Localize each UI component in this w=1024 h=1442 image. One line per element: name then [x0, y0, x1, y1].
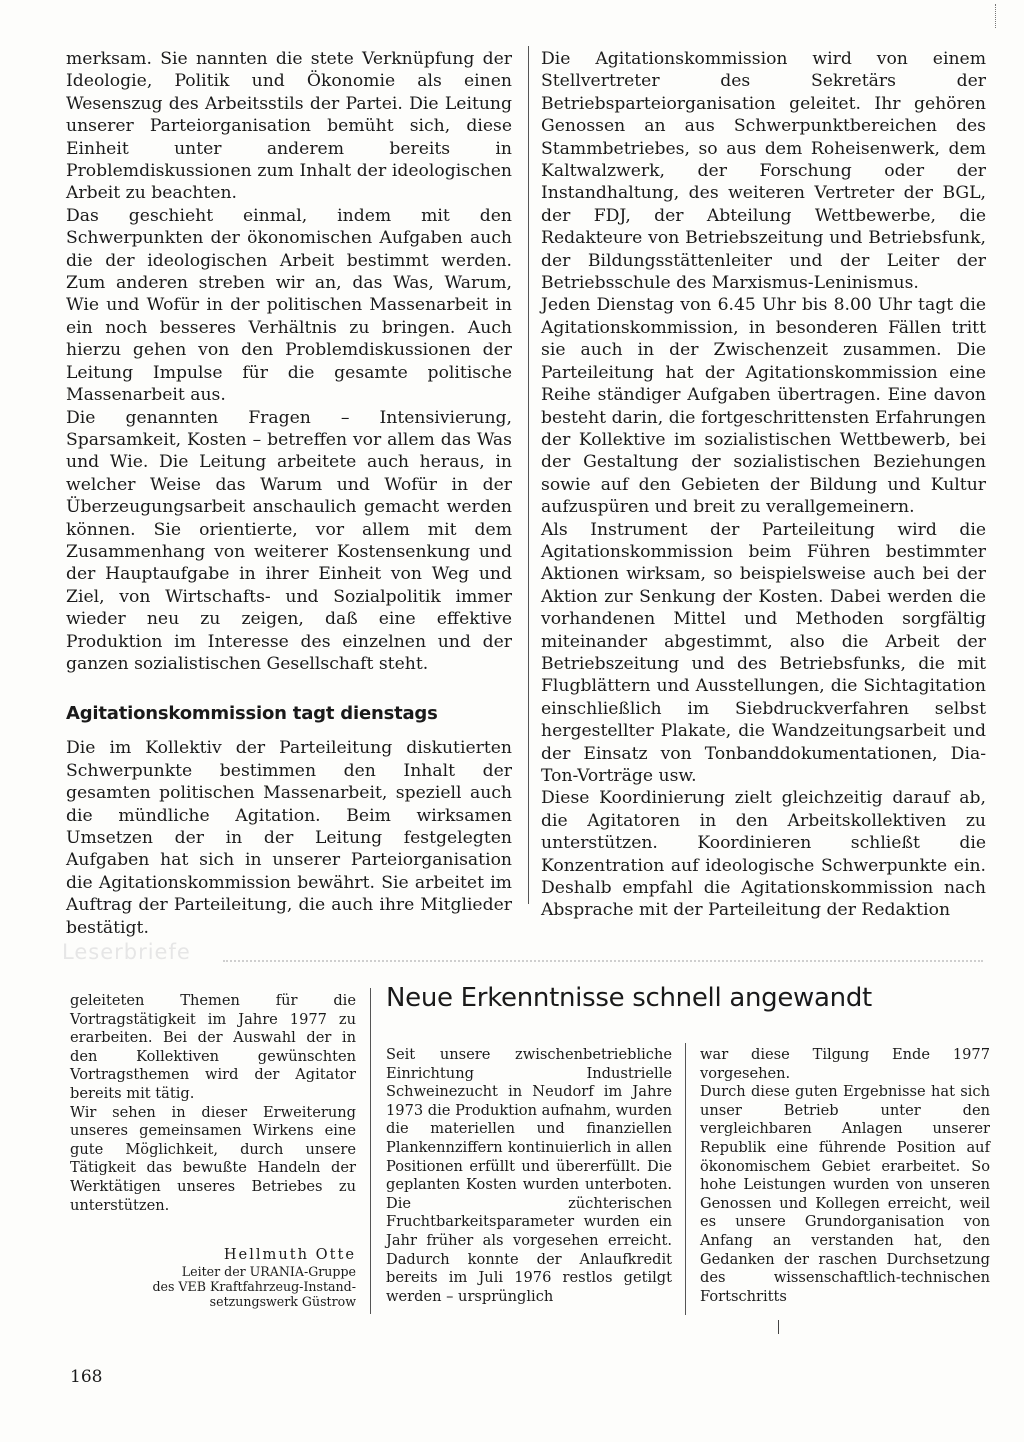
paragraph: Die im Kollektiv der Parteileitung diskutierten Schwerpunkte bestimmen den Inhalt der gesamten politischen Massenarbeit, speziell auch die mündliche Agitation. Beim wirksamen Umsetzen der in der Leitung festgelegten Aufgaben hat sich in unserer Parteiorganisation die Agitationskommission bewährt. Sie arbeitet im Auftrag der Parteileitung, die auch ihre Mitglieder bestätigt.	[66, 738, 512, 938]
paragraph: Diese Koordinierung zielt gleichzeitig darauf ab, die Agitatoren in den Arbeitskollektiven zu unterstützen. Koordinieren schließt die Konzentration auf ideologische Schwerpunkte ein. Deshalb empfahl die Agitationskommission nach Absprache mit der Parteileitung der Redaktion	[541, 788, 986, 921]
top-right-column	[541, 48, 986, 922]
section-subheading: Agitationskommission tagt dienstags	[66, 703, 438, 725]
signer-role: Leiter der URANIA-Gruppe des VEB Kraftfahrzeug-Instand- setzungswerk Güstrow	[152, 1264, 356, 1309]
paragraph: Jeden Dienstag von 6.45 Uhr bis 8.00 Uhr tagt die Agitationskommission, in besonderen Fällen tritt sie auch in der Zwischenzeit zusammen. Die Parteileitung hat der Agitationskommission eine Reihe ständiger Aufgaben übertragen. Eine davon besteht darin, die fortgeschrittensten Erfahrungen der Kollektive im sozialistischen Wettbewerb, bei der Gestaltung der sozialistischen Beziehungen sowie auf den Gebieten der Bildung und Kultur aufzuspüren und breit zu verallgemeinern.	[541, 295, 986, 518]
column-divider	[370, 988, 371, 1314]
column-divider	[528, 46, 529, 904]
paragraph: geleiteten Themen für die Vortragstätigkeit im Jahre 1977 zu erarbeiten. Bei der Auswahl der in den Kollektiven gewünschten Vortragsthemen wird der Agitator bereits mit tätig.	[70, 992, 356, 1102]
lower-left-column	[70, 992, 356, 1215]
top-left-column	[66, 48, 512, 939]
signer-name: Hellmuth Otte	[223, 1246, 356, 1263]
section-label: Leserbriefe	[62, 940, 191, 964]
page-number: 168	[70, 1367, 103, 1387]
paragraph: Seit unsere zwischenbetriebliche Einrichtung Industrielle Schweinezucht in Neudorf im Jahre 1973 die Produktion aufnahm, wurden die materiellen und finanziellen Plankennziffern kontinuierlich in allen Positionen erfüllt und übererfüllt. Die geplanten Kosten wurden unterboten. Die züchterischen Fruchtbarkeitsparameter wurden ein Jahr früher als vorgesehen erreicht. Dadurch konnte der Anlaufkredit bereits im Juli 1976 restlos getilgt werden – ursprünglich	[386, 1046, 672, 1305]
paragraph: Als Instrument der Parteileitung wird die Agitationskommission beim Führen bestimmter Aktionen wirksam, so beispielsweise auch bei der Aktion zur Senkung der Kosten. Dabei werden die vorhandenen Mittel und Methoden sorgfältig miteinander abgestimmt, also die Arbeit der Betriebszeitung und des Betriebsfunks, die mit Flugblättern und Ausstellungen, die Sichtagitation einschließlich im Siebdruckverfahren selbst hergestellter Plakate, die Wandzeitungsarbeit und der Einsatz von Tonbanddokumentationen, Dia-Ton-Vorträge usw.	[541, 519, 986, 786]
paragraph: Die Agitationskommission wird von einem Stellvertreter des Sekretärs der Betriebsparteiorganisation geleitet. Ihr gehören Genossen an aus Schwerpunktbereichen des Stammbetriebes, so aus dem Roheisenwerk, dem Kaltwalzwerk, der Forschung oder der Instandhaltung, des weiteren Vertreter der BGL, der FDJ, der Abteilung Wettbewerbe, die Redakteure von Betriebszeitung und Betriebsfunk, der Bildungsstättenleiter und der Leiter der Betriebsschule des Marxismus-Leninismus.	[541, 49, 986, 294]
paragraph: war diese Tilgung Ende 1977 vorgesehen.	[700, 1046, 990, 1082]
paragraph: merksam. Sie nannten die stete Verknüpfung der Ideologie, Politik und Ökonomie als einen Wesenszug des Arbeitsstils der Partei. Die Leitung unserer Parteiorganisation bemüht sich, diese Einheit unter anderem bereits in Problemdiskussionen zum Inhalt der ideologischen Arbeit zu beachten.	[66, 49, 512, 204]
margin-mark	[995, 4, 996, 28]
lower-middle-column	[386, 1046, 672, 1306]
column-divider	[685, 1043, 686, 1315]
margin-mark	[778, 1320, 779, 1334]
lower-right-column	[700, 1046, 990, 1306]
section-rule	[223, 960, 983, 962]
article-title: Neue Erkenntnisse schnell angewandt	[386, 983, 872, 1013]
signature-block	[92, 1246, 356, 1309]
paragraph: Das geschieht einmal, indem mit den Schwerpunkten der ökonomischen Aufgaben auch die der ideologischen Arbeit bestimmt werden. Zum anderen streben wir an, das Was, Warum, Wie und Wofür in der politischen Massenarbeit in ein noch besseres Verhältnis zu bringen. Auch hierzu gehen von den Problemdiskussionen der Leitung Impulse für die gesamte politische Massenarbeit aus.	[66, 205, 512, 406]
paragraph: Durch diese guten Ergebnisse hat sich unser Betrieb unter den vergleichbaren Anlagen unserer Republik eine führende Position auf ökonomischem Gebiet erarbeitet. So hohe Leistungen wurden von unseren Genossen und Kollegen erreicht, weil es unsere Grundorganisation von Anfang an verstanden hat, den Gedanken der raschen Durchsetzung des wissenschaftlich-technischen Fortschritts	[700, 1083, 990, 1305]
paragraph: Wir sehen in dieser Erweiterung unseres gemeinsamen Wirkens eine gute Möglichkeit, durch unsere Tätigkeit das bewußte Handeln der Werktätigen unseres Betriebes zu unterstützen.	[70, 1103, 356, 1214]
paragraph: Die genannten Fragen – Intensivierung, Sparsamkeit, Kosten – betreffen vor allem das Was und Wie. Die Leitung arbeitete auch heraus, in welcher Weise das Warum und Wofür in der Überzeugungsarbeit anschaulich gemacht werden können. Sie orientierte, vor allem mit dem Zusammenhang von weiterer Kostensenkung und der Hauptaufgabe in ihrer Einheit von Weg und Ziel, von Wirtschafts- und Sozialpolitik immer wieder neu zu zeigen, daß eine effektive Produktion im Interesse des einzelnen und der ganzen sozialistischen Gesellschaft steht.	[66, 407, 512, 674]
section-band	[58, 940, 988, 970]
